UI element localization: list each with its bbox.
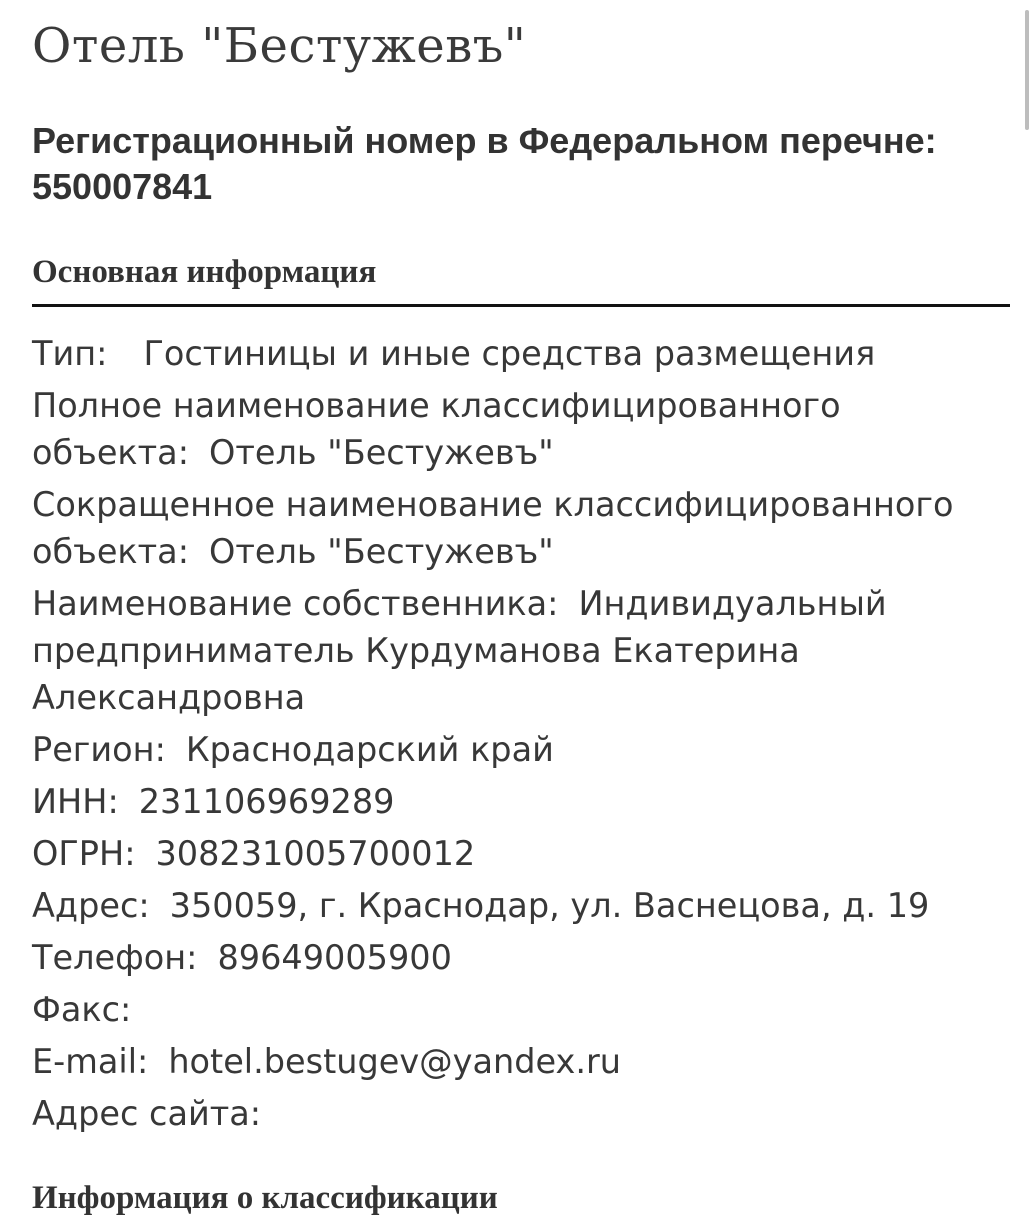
field-owner <box>32 580 1010 721</box>
field-value: Краснодарский край <box>185 730 554 769</box>
field-label: Сокращенное наименование классифицированного объекта: <box>32 485 954 571</box>
field-label: Факс: <box>32 990 132 1029</box>
field-label: ИНН: <box>32 782 119 821</box>
field-value: Гостиницы и иные средства размещения <box>143 334 876 373</box>
field-label: Тип: <box>32 334 108 373</box>
field-label: Наименование собственника: <box>32 584 559 623</box>
field-inn <box>32 778 1010 825</box>
field-value: Индивидуальный предприниматель Курдуманова Екатерина Александровна <box>32 584 887 717</box>
field-email <box>32 1038 1010 1085</box>
field-site <box>32 1090 1010 1137</box>
field-fax <box>32 986 1010 1033</box>
field-value: 308231005700012 <box>155 834 476 873</box>
section-divider <box>32 304 1010 307</box>
section-title: Основная информация <box>32 254 377 290</box>
field-label: ОГРН: <box>32 834 136 873</box>
field-label: Адрес: <box>32 886 150 925</box>
field-value: 231106969289 <box>138 782 395 821</box>
field-short-name <box>32 481 1010 575</box>
page-title: Отель "Бестужевъ" <box>32 18 527 74</box>
field-address <box>32 882 1010 929</box>
field-label: Полное наименование классифицированного объекта: <box>32 386 841 472</box>
scrollbar[interactable] <box>1025 10 1029 130</box>
registration-number: Регистрационный номер в Федеральном перечне: 550007841 <box>32 120 937 207</box>
field-region <box>32 726 1010 773</box>
field-value: Отель "Бестужевъ" <box>209 433 554 472</box>
next-section-title-cut <box>32 1172 498 1216</box>
field-label: Телефон: <box>32 938 198 977</box>
next-section-title: Информация о классификации <box>32 1180 498 1216</box>
field-label: E-mail: <box>32 1042 149 1081</box>
field-value: Отель "Бестужевъ" <box>209 532 554 571</box>
field-type <box>32 330 1010 377</box>
info-fields <box>32 330 1010 1142</box>
field-label: Адрес сайта: <box>32 1094 262 1133</box>
field-value: 350059, г. Краснодар, ул. Васнецова, д. 19 <box>169 886 930 925</box>
field-ogrn <box>32 830 1010 877</box>
phone-link[interactable]: 89649005900 <box>217 938 452 977</box>
field-full-name <box>32 382 1010 476</box>
field-label: Регион: <box>32 730 166 769</box>
email-link[interactable]: hotel.bestugev@yandex.ru <box>168 1042 622 1081</box>
field-phone <box>32 934 1010 981</box>
